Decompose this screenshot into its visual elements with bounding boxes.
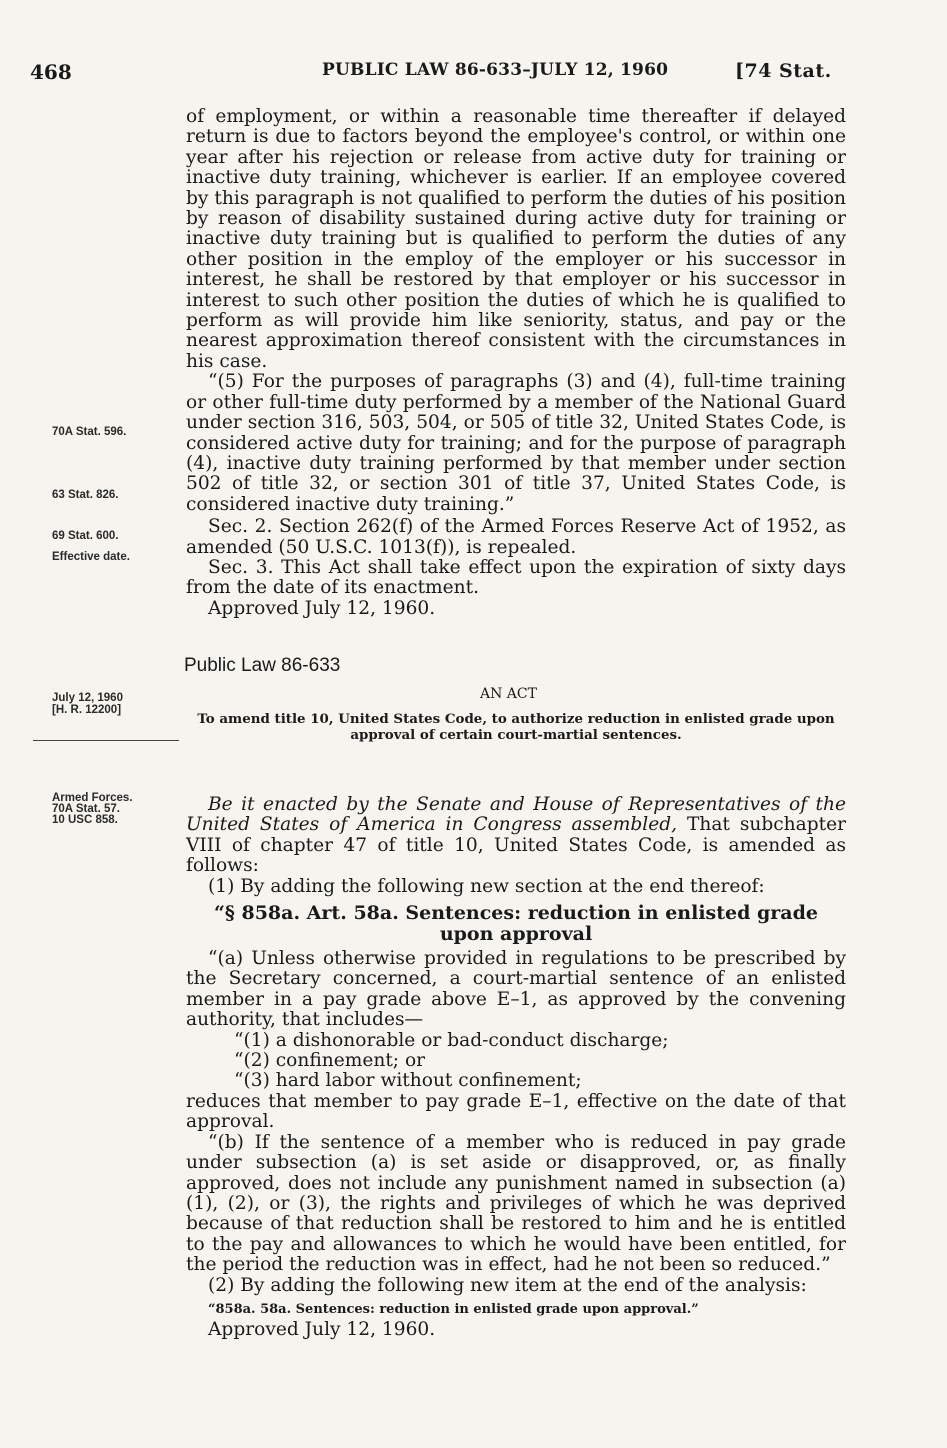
enacting-rest: That subchapter VIII of chapter 47 of title 10, United States Code, is amended as follows: [186, 814, 846, 877]
item-1: “(1) a dishonorable or bad-conduct discharge; [234, 1029, 669, 1051]
page-number: 468 [30, 60, 72, 84]
subsection-b: “(b) If the sentence of a member who is reduced in pay grade under subsection (a) is set aside or disapproved, or, as finally approved, does not include any punishment named in subsection (a) (1), (2), or (3), the rights and privileges of which he was deprived because of that reduction shall be restored to him and he is entitled to the pay and allowances to which he would have been entitled, for the period the reduction was in effect, had he not been so reduced.” [186, 1131, 846, 1276]
margin-note-63-stat-826: 63 Stat. 826. [52, 489, 119, 501]
stat-reference: [74 Stat. [735, 60, 832, 82]
subsection-a: “(a) Unless otherwise provided in regulations to be prescribed by the Secretary concerned, a court-martial sentence of an enlisted member in a pay grade above E–1, as approved by the convening authority, that includes— [186, 948, 846, 1031]
analysis-item: “858a. 58a. Sentences: reduction in enlisted grade upon approval.” [208, 1301, 699, 1317]
enacting-italic: Be it enacted by the Senate and House of Representatives of the United States of America in Congress assembled, [186, 794, 846, 836]
margin-note-bill-line: [H. R. 12200] [52, 704, 122, 716]
body-text-part-1 [186, 107, 846, 619]
margin-note-date [52, 692, 182, 716]
paragraph: (1) By adding the following new section at the end thereof: [208, 875, 765, 897]
an-act-label: AN ACT [480, 686, 537, 702]
paragraph: “(5) For the purposes of paragraphs (3) and (4), full-time training or other full-time duty performed by a member of the National Guard under section 316, 503, 504, or 505 of title 32, United States Code, is considered active duty for training; and for the purpose of paragraph (4), inactive duty training performed by that member under section 502 of title 32, or section 301 of title 37, United States Code, is considered inactive duty training.” [186, 371, 846, 515]
approved-line: Approved July 12, 1960. [208, 1319, 436, 1341]
running-title: PUBLIC LAW 86-633–JULY 12, 1960 [322, 60, 669, 80]
margin-note-line: 70A Stat. 57. [52, 803, 120, 815]
enacting-clause [186, 795, 846, 877]
paragraph-sec-2: Sec. 2. Section 262(f) of the Armed Forces Reserve Act of 1952, as amended (50 U.S.C. 1013(f)), is repealed. [186, 516, 846, 558]
body-text-part-2 [186, 795, 846, 1341]
public-law-heading: Public Law 86-633 [184, 655, 341, 676]
margin-note-date-line: July 12, 1960 [52, 692, 123, 704]
item-2: “(2) confinement; or [234, 1050, 426, 1072]
margin-note-effective-date: Effective date. [52, 551, 130, 563]
section-heading: “§ 858a. Art. 58a. Sentences: reduction in enlisted grade upon approval [214, 902, 818, 946]
paragraph-sec-3: Sec. 3. This Act shall take effect upon the expiration of sixty days from the date of its enactment. [186, 556, 846, 599]
paragraph: of employment, or within a reasonable time thereafter if delayed return is due to factors beyond the employee's control, or within one year after his rejection or release from active duty for training or inactive duty training, whichever is earlier. If an employee covered by this paragraph is not qualified to perform the duties of his position by reason of disability sustained during active duty for training or inactive duty training but is qualified to perform the duties of any other position in the employ of the employer or his successor in interest, he shall be restored by that employer or his successor in interest to such other position the duties of which he is qualified to perform as will provide him like seniority, status, and pay or the nearest approximation thereof consistent with the circumstances in his case. [186, 106, 846, 372]
margin-note-69-stat-600: 69 Stat. 600. [52, 530, 119, 542]
margin-rule [33, 740, 179, 741]
margin-note-armed-forces [52, 793, 182, 826]
paragraph: (2) By adding the following new item at the end of the analysis: [208, 1274, 807, 1296]
approved-line: Approved July 12, 1960. [208, 597, 436, 619]
margin-note-70a-stat-596: 70A Stat. 596. [52, 426, 127, 438]
item-3: “(3) hard labor without confinement; [234, 1070, 582, 1092]
margin-note-line: Armed Forces. [52, 792, 133, 804]
margin-note-line: 10 USC 858. [52, 814, 118, 826]
act-title: To amend title 10, United States Code, to authorize reduction in enlisted grade upon approval of certain court-martial sentences. [197, 711, 835, 743]
reduces-clause: reduces that member to pay grade E–1, effective on the date of that approval. [186, 1090, 846, 1133]
